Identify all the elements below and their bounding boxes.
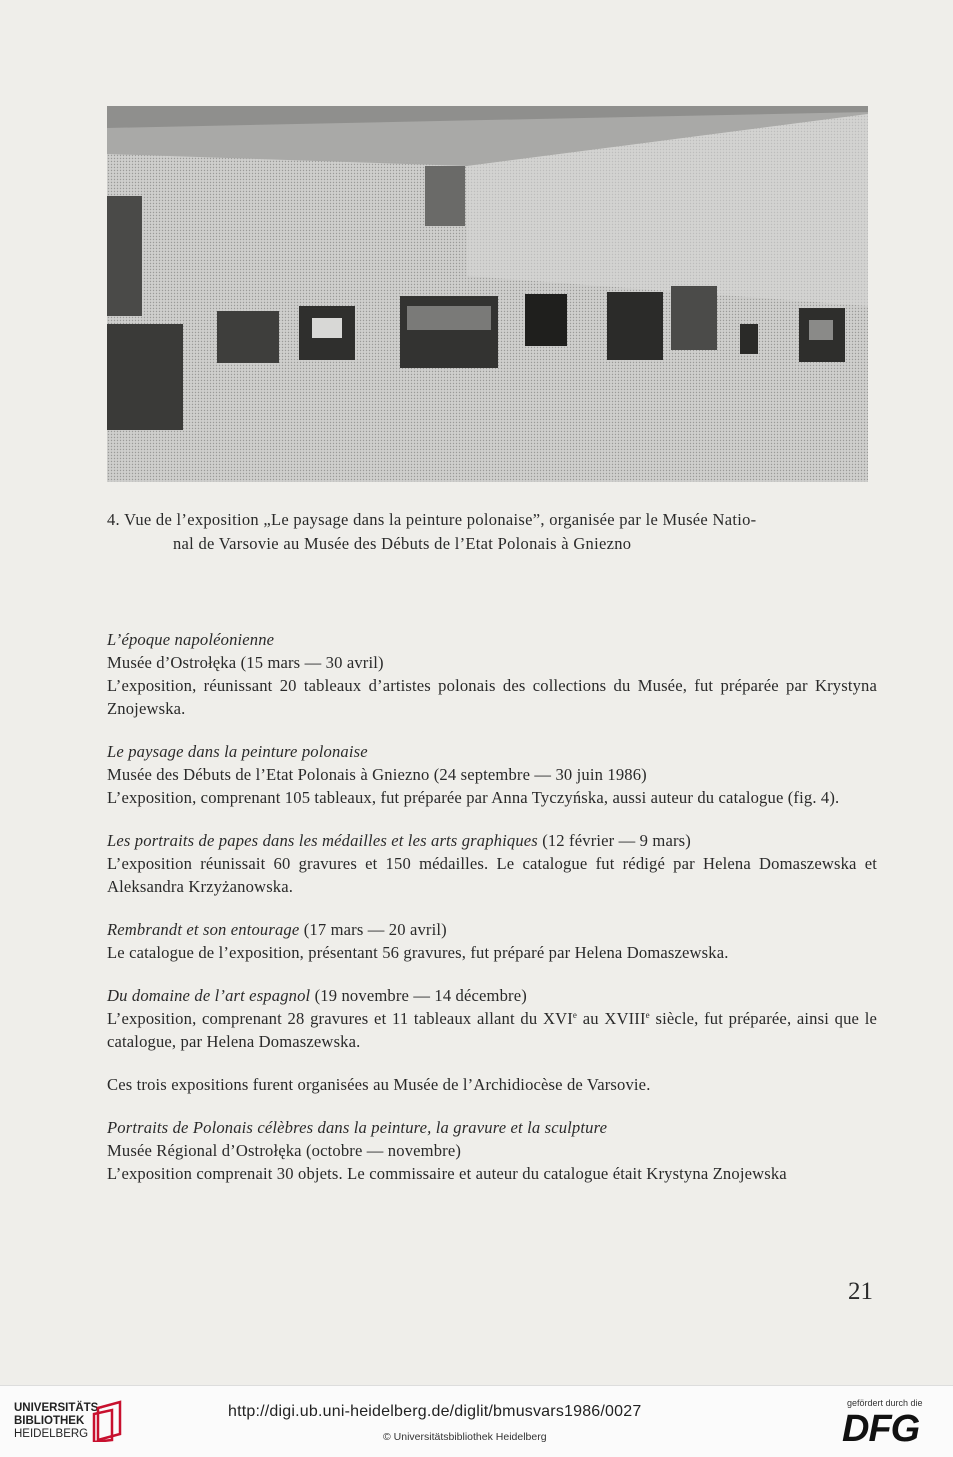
superscript: e <box>645 1010 650 1020</box>
caption-line-2: nal de Varsovie au Musée des Débuts de l’Etat Polonais à Gniezno <box>173 534 632 553</box>
entry-title: Les portraits de papes dans les médailles et les arts graphiques <box>107 831 538 850</box>
entry-dates: (12 février — 9 mars) <box>537 831 691 850</box>
superscript: e <box>572 1010 578 1020</box>
entry-venue: Musée Régional d’Ostrołęka (octobre — novembre) <box>107 1141 462 1160</box>
entry-venue: Musée des Débuts de l’Etat Polonais à Gniezno (24 septembre — 30 juin 1986) <box>107 765 647 784</box>
article-body <box>107 628 877 1205</box>
library-line: BIBLIOTHEK <box>14 1415 85 1427</box>
exhibition-photo <box>107 106 868 482</box>
caption-line-1: 4. Vue de l’exposition „Le paysage dans la peinture polonaise”, organisée par le Musée Natio- <box>107 510 757 529</box>
entry-text: L’exposition, comprenant 105 tableaux, fut préparée par Anna Tyczyńska, aussi auteur du catalogue (fig. 4). <box>107 788 840 807</box>
library-name <box>14 1402 102 1441</box>
entry-title: Du domaine de l’art espagnol <box>107 986 311 1005</box>
entry-venue: Musée d’Ostrołęka (15 mars — 30 avril) <box>107 653 384 672</box>
library-logo-icon <box>92 1400 126 1442</box>
entry-title: L’époque napoléonienne <box>107 630 275 649</box>
entry-epoque-napoleonienne <box>107 628 877 720</box>
entry-title: Rembrandt et son entourage <box>107 920 300 939</box>
entry-title: Le paysage dans la peinture polonaise <box>107 742 368 761</box>
entry-portraits-polonais <box>107 1116 877 1185</box>
funding-label: gefördert durch die <box>847 1398 923 1408</box>
entry-paysage <box>107 740 877 809</box>
dfg-logo: DFG <box>842 1408 920 1450</box>
copyright-text: © Universitätsbibliothek Heidelberg <box>383 1431 547 1443</box>
entry-portraits-papes <box>107 829 877 898</box>
entry-text-part: siècle, fut préparée, ainsi que le catalogue, par Helena Domaszewska. <box>107 1009 877 1051</box>
entry-text: Le catalogue de l’exposition, présentant 56 gravures, fut préparé par Helena Domaszewska. <box>107 943 729 962</box>
page-number: 21 <box>848 1278 873 1305</box>
entry-dates: (17 mars — 20 avril) <box>299 920 447 939</box>
entry-rembrandt <box>107 918 877 964</box>
library-line: UNIVERSITÄTS- <box>14 1402 103 1414</box>
note-paragraph <box>107 1073 877 1096</box>
entry-text-part: au XVIII <box>577 1009 646 1028</box>
source-url-link[interactable]: http://digi.ub.uni-heidelberg.de/diglit/bmusvars1986/0027 <box>228 1403 642 1420</box>
note-text: Ces trois expositions furent organisées au Musée de l’Archidiocèse de Varsovie. <box>107 1075 651 1094</box>
entry-art-espagnol <box>107 984 877 1053</box>
entry-dates: (19 novembre — 14 décembre) <box>310 986 527 1005</box>
entry-title: Portraits de Polonais célèbres dans la peinture, la gravure et la sculpture <box>107 1118 608 1137</box>
entry-text: L’exposition comprenait 30 objets. Le commissaire et auteur du catalogue était Krystyna Znojewska <box>107 1164 787 1183</box>
entry-text: L’exposition réunissait 60 gravures et 150 médailles. Le catalogue fut rédigé par Helena Domaszewska et Aleksandra Krzyżanowska. <box>107 854 877 896</box>
library-line: HEIDELBERG <box>14 1428 89 1440</box>
entry-text-part: L’exposition, comprenant 28 gravures et 11 tableaux allant du XVI <box>107 1009 573 1028</box>
figure-caption <box>107 508 877 556</box>
entry-text <box>107 1007 877 1053</box>
viewer-footer <box>0 1385 953 1457</box>
entry-text: L’exposition, réunissant 20 tableaux d’artistes polonais des collections du Musée, fut préparée par Krystyna Znojewska. <box>107 676 877 718</box>
